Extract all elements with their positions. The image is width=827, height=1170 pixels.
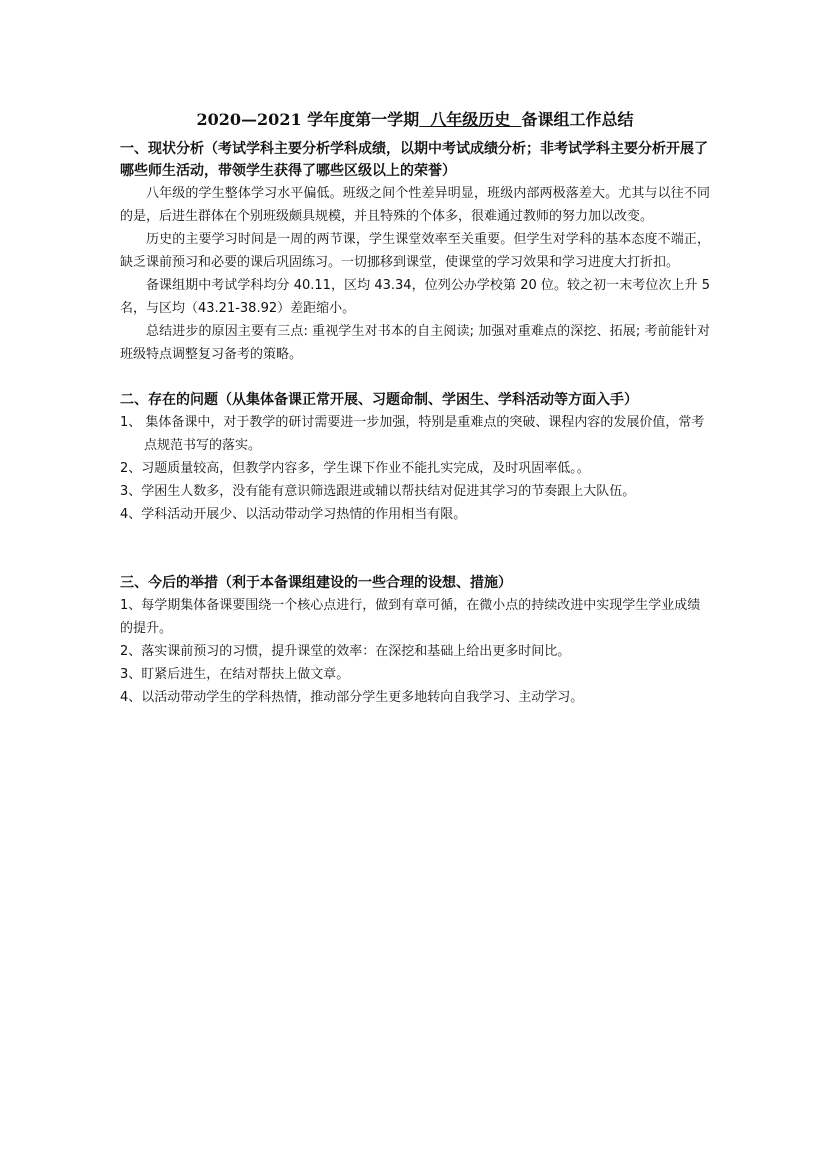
spacer bbox=[120, 366, 710, 389]
section3-list bbox=[120, 594, 710, 709]
list-item: 3、盯紧后进生，在结对帮扶上做文章。 bbox=[120, 667, 350, 682]
list-item: 2、习题质量较高，但教学内容多，学生课下作业不能扎实完成，及时巩固率低。。 bbox=[120, 461, 590, 476]
section1-paragraph: 总结进步的原因主要有三点: 重视学生对书本的自主阅读; 加强对重难点的深挖、拓展; 考前能针对班级特点调整复习备考的策略。 bbox=[120, 324, 710, 362]
spacer bbox=[120, 526, 710, 572]
list-item: 3、学困生人数多，没有能有意识筛选跟进或辅以帮扶结对促进其学习的节奏跟上大队伍。 bbox=[120, 484, 636, 499]
section1-paragraph: 备课组期中考试学科均分 40.11，区均 43.34，位列公办学校第 20 位。较之初一末考位次上升 5 名，与区均（43.21-38.92）差距缩小。 bbox=[120, 278, 710, 316]
list-item: 1、 集体备课中，对于教学的研讨需要进一步加强，特别是重难点的突破、课程内容的发展价值，常考点规范书写的落实。 bbox=[120, 415, 705, 453]
list-item: 2、落实课前预习的习惯，提升课堂的效率：在深挖和基础上给出更多时间比。 bbox=[120, 644, 571, 659]
title-subject-underlined: 八年级历史 bbox=[419, 110, 522, 129]
list-item: 4、学科活动开展少、以活动带动学习热情的作用相当有限。 bbox=[120, 507, 467, 522]
title-suffix: 备课组工作总结 bbox=[521, 110, 634, 129]
document-title bbox=[120, 108, 710, 132]
list-item: 1、每学期集体备课要围绕一个核心点进行，做到有章可循，在微小点的持续改进中实现学生学业成绩的提升。 bbox=[120, 598, 701, 636]
section3-heading: 三、今后的举措（利于本备课组建设的一些合理的设想、措施） bbox=[120, 575, 512, 591]
section2-list bbox=[120, 411, 710, 526]
section2-heading: 二、存在的问题（从集体备课正常开展、习题命制、学困生、学科活动等方面入手） bbox=[120, 392, 638, 408]
list-item: 4、以活动带动学生的学科热情，推动部分学生更多地转向自我学习、主动学习。 bbox=[120, 690, 584, 705]
section1-paragraph: 历史的主要学习时间是一周的两节课，学生课堂效率至关重要。但学生对学科的基本态度不端正，缺乏课前预习和必要的课后巩固练习。一切挪移到课堂，使课堂的学习效果和学习进度大打折扣。 bbox=[120, 232, 710, 270]
document-page bbox=[120, 108, 710, 709]
section1-paragraph: 八年级的学生整体学习水平偏低。班级之间个性差异明显，班级内部两极落差大。尤其与以往不同的是，后进生群体在个别班级颇具规模，并且特殊的个体多，很难通过教师的努力加以改变。 bbox=[120, 186, 710, 224]
title-prefix: 2020—2021 学年度第一学期 bbox=[196, 110, 420, 129]
section1-heading: 一、现状分析（考试学科主要分析学科成绩，以期中考试成绩分析；非考试学科主要分析开展了哪些师生活动，带领学生获得了哪些区级以上的荣誉） bbox=[120, 141, 708, 179]
